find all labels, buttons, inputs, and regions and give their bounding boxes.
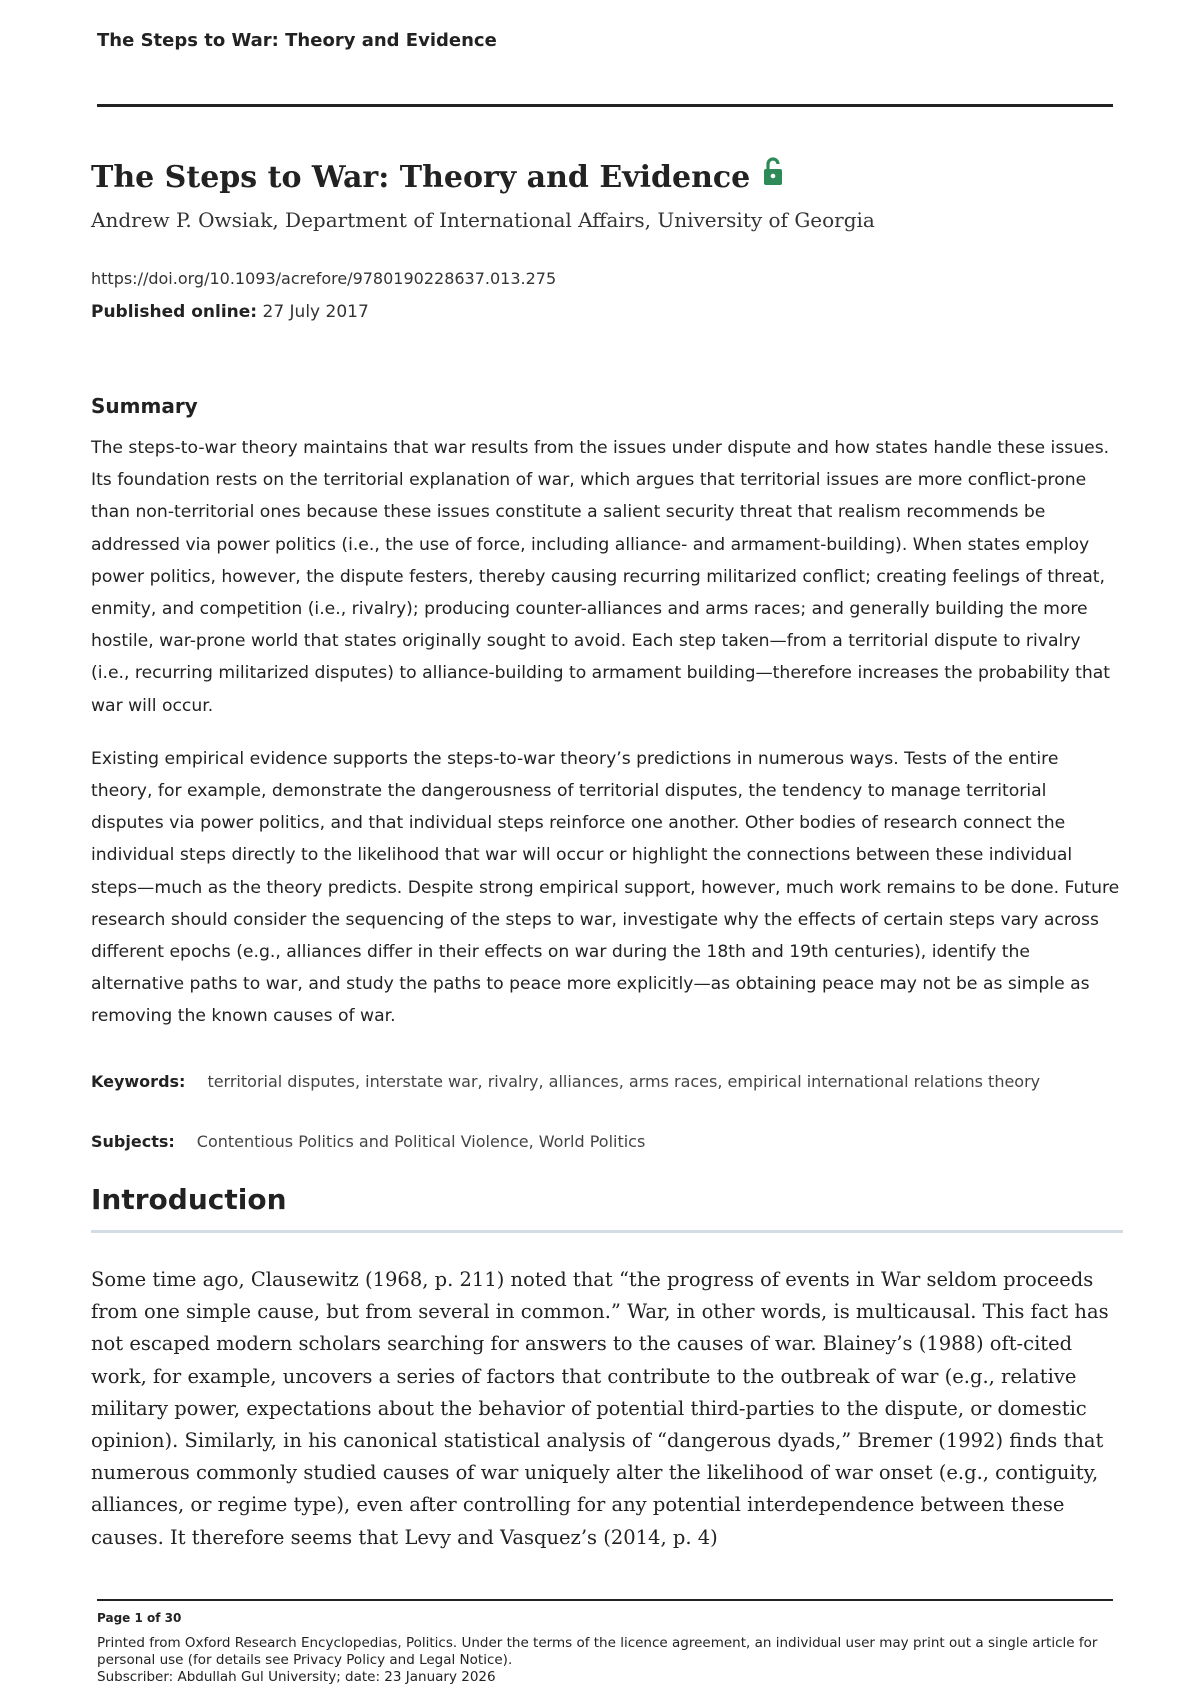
introduction-heading: Introduction [91, 1183, 287, 1216]
footer-subscriber-text: Subscriber: Abdullah Gul University; date: 23 January 2026 [97, 1669, 496, 1685]
open-lock-icon [762, 156, 784, 190]
footer-rule [97, 1599, 1113, 1601]
subjects-value: Contentious Politics and Political Violence, World Politics [196, 1132, 646, 1151]
summary-paragraph: Existing empirical evidence supports the steps-to-war theory’s predictions in numerous ways. Tests of the entire theory, for example, demonstrate the dangerousness of territorial disputes, the tendency to manage territorial disputes via power politics, and that individual steps reinforce one another. Other bodies of research connect the individual steps directly to the likelihood that war will occur or highlight the connections between these individual steps—much as the theory predicts. Despite strong empirical support, however, much work remains to be done. Future research should consider the sequencing of the steps to war, investigate why the effects of certain steps vary across different epochs (e.g., alliances differ in their effects on war during the 18th and 19th centuries), identify the alternative paths to war, and study the paths to peace more explicitly—as obtaining peace may not be as simple as removing the known causes of war. [91, 748, 1120, 1027]
header-rule [97, 104, 1113, 107]
keywords-label: Keywords: [91, 1072, 186, 1091]
article-author: Andrew P. Owsiak, Department of International Affairs, University of Georgia [91, 208, 875, 232]
summary-heading: Summary [91, 394, 198, 418]
keywords-value: territorial disputes, interstate war, rivalry, alliances, arms races, empirical international relations theory [207, 1072, 1041, 1091]
article-title-row [91, 160, 784, 195]
keywords-row [91, 1072, 1040, 1091]
article-title: The Steps to War: Theory and Evidence [91, 160, 751, 195]
introduction-rule [91, 1230, 1123, 1233]
footer-notice [97, 1635, 1117, 1686]
doi-link[interactable]: https://doi.org/10.1093/acrefore/9780190228637.013.275 [91, 269, 557, 288]
subjects-label: Subjects: [91, 1132, 175, 1151]
introduction-body [91, 1264, 1121, 1554]
running-header: The Steps to War: Theory and Evidence [97, 30, 497, 51]
subjects-row [91, 1132, 645, 1151]
summary-paragraph: The steps-to-war theory maintains that war results from the issues under dispute and how states handle these issues. Its foundation rests on the territorial explanation of war, which argues that territorial issues are more conflict-prone than non-territorial ones because these issues constitute a salient security threat that realism recommends be addressed via power politics (i.e., the use of force, including alliance- and armament-building). When states employ power politics, however, the dispute festers, thereby causing recurring militarized conflict; creating feelings of threat, enmity, and competition (i.e., rivalry); producing counter-alliances and arms races; and generally building the more hostile, war-prone world that states originally sought to avoid. Each step taken—from a territorial dispute to rivalry (i.e., recurring militarized disputes) to alliance-building to armament building—therefore increases the probability that war will occur. [91, 438, 1111, 716]
page-number: Page 1 of 30 [97, 1611, 182, 1625]
footer-licence-text: Printed from Oxford Research Encyclopedias, Politics. Under the terms of the licence agreement, an individual user may print out a single article for personal use (for details see Privacy Policy and Legal Notice). [97, 1635, 1098, 1668]
introduction-paragraph: Some time ago, Clausewitz (1968, p. 211) noted that “the progress of events in War seldom proceeds from one simple cause, but from several in common.” War, in other words, is multicausal. This fact has not escaped modern scholars searching for answers to the causes of war. Blainey’s (1988) oft-cited work, for example, uncovers a series of factors that contribute to the outbreak of war (e.g., relative military power, expectations about the behavior of potential third-parties to the dispute, or domestic opinion). Similarly, in his canonical statistical analysis of “dangerous dyads,” Bremer (1992) finds that numerous commonly studied causes of war uniquely alter the likelihood of war onset (e.g., contiguity, alliances, or regime type), even after controlling for any potential interdependence between these causes. It therefore seems that Levy and Vasquez’s (2014, p. 4) [91, 1268, 1109, 1549]
published-date: 27 July 2017 [262, 302, 369, 322]
published-label: Published online: [91, 302, 258, 322]
published-online [91, 302, 369, 322]
summary-body [91, 432, 1121, 1054]
